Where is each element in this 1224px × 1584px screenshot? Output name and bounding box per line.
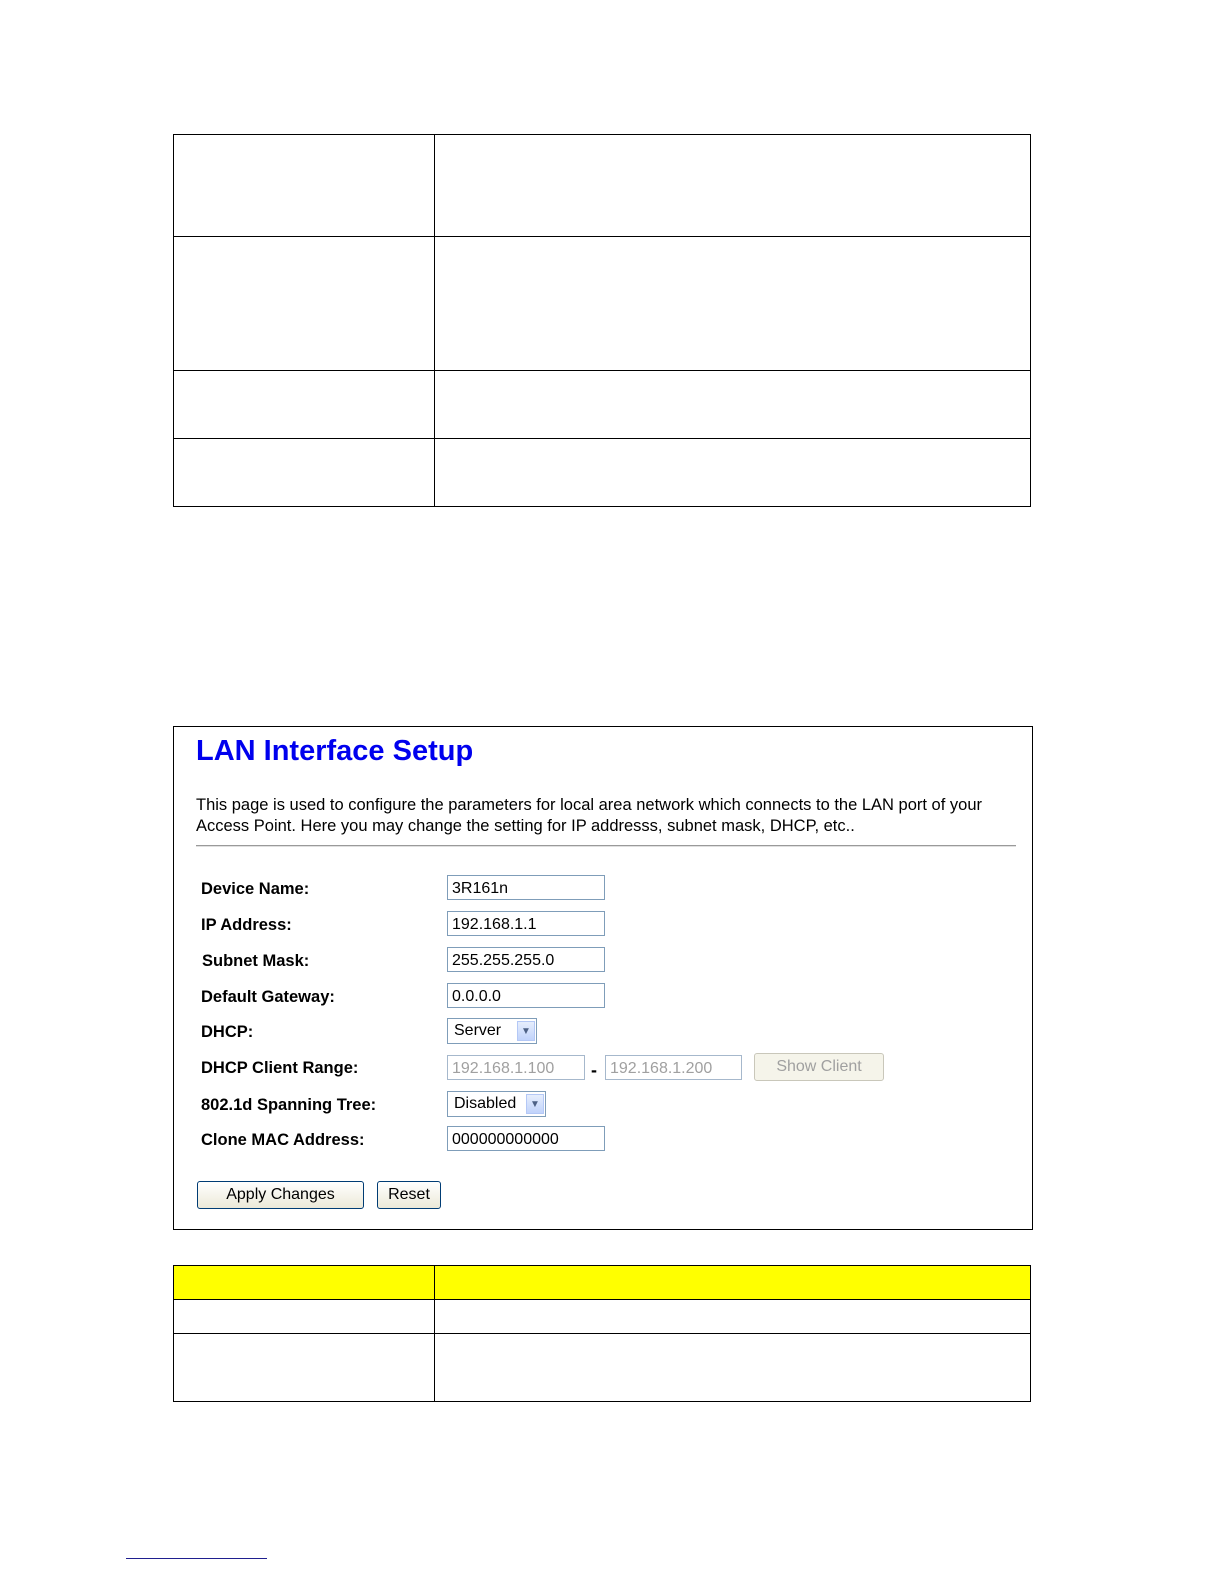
table-cell (435, 371, 1031, 439)
page-title: LAN Interface Setup (196, 735, 474, 767)
default-gateway-input[interactable] (447, 983, 605, 1008)
spanning-tree-label: 802.1d Spanning Tree: (201, 1096, 377, 1114)
dhcp-select-value: Server (454, 1022, 502, 1039)
device-name-label: Device Name: (201, 880, 310, 898)
table-header-cell (435, 1266, 1031, 1300)
subnet-mask-label: Subnet Mask: (202, 952, 310, 970)
divider (196, 845, 1016, 847)
table-row (174, 371, 1031, 439)
bottom-info-table (173, 1265, 1031, 1402)
table-cell (435, 237, 1031, 371)
table-row (174, 1334, 1031, 1402)
table-header-cell (174, 1266, 435, 1300)
spanning-tree-select-value: Disabled (454, 1095, 517, 1112)
table-cell (435, 1300, 1031, 1334)
clone-mac-input[interactable] (447, 1126, 605, 1151)
subnet-mask-input[interactable] (447, 947, 605, 972)
range-separator: - (591, 1060, 597, 1080)
dhcp-range-start-input[interactable] (447, 1055, 585, 1080)
spanning-tree-select[interactable] (447, 1091, 546, 1117)
table-cell (435, 135, 1031, 237)
dhcp-select[interactable] (447, 1018, 537, 1044)
default-gateway-label: Default Gateway: (201, 988, 335, 1006)
dhcp-client-range-label: DHCP Client Range: (201, 1059, 359, 1077)
table-row (174, 1300, 1031, 1334)
dhcp-label: DHCP: (201, 1023, 254, 1041)
footer-rule (126, 1558, 267, 1559)
show-client-button[interactable]: Show Client (754, 1053, 884, 1081)
device-name-input[interactable] (447, 875, 605, 900)
table-cell (174, 1334, 435, 1402)
table-row (174, 439, 1031, 507)
ip-address-input[interactable] (447, 911, 605, 936)
apply-changes-button[interactable]: Apply Changes (197, 1181, 364, 1209)
table-row (174, 237, 1031, 371)
lan-interface-setup-panel (173, 726, 1033, 1230)
dhcp-range-end-input[interactable] (605, 1055, 742, 1080)
table-cell (435, 439, 1031, 507)
table-cell (174, 371, 435, 439)
table-cell (174, 439, 435, 507)
table-row (174, 135, 1031, 237)
top-info-table (173, 134, 1031, 507)
ip-address-label: IP Address: (201, 916, 292, 934)
page-description: This page is used to configure the parameters for local area network which connects to the LAN port of your Access Point. Here you may change the setting for IP addresss, subnet mask, DHCP, etc.. (196, 796, 982, 835)
table-cell (174, 1300, 435, 1334)
table-cell (435, 1334, 1031, 1402)
table-header-row (174, 1266, 1031, 1300)
clone-mac-label: Clone MAC Address: (201, 1131, 365, 1149)
table-cell (174, 237, 435, 371)
chevron-down-icon[interactable]: ▼ (526, 1094, 544, 1114)
chevron-down-icon[interactable]: ▼ (517, 1021, 535, 1041)
table-cell (174, 135, 435, 237)
reset-button[interactable]: Reset (377, 1181, 441, 1209)
